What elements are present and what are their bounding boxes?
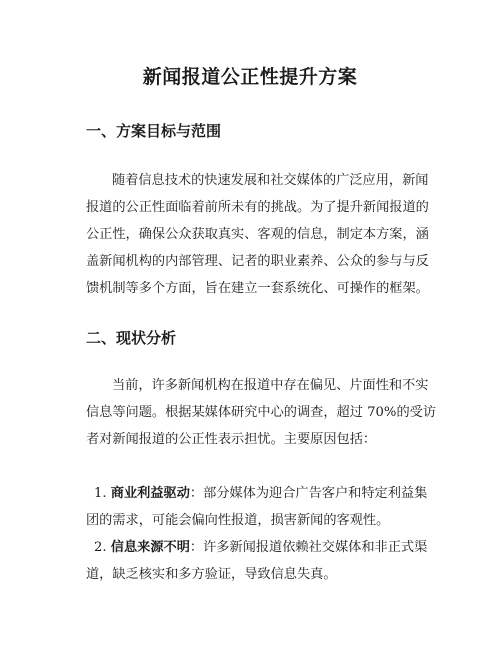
list-item xyxy=(86,534,438,588)
list-item-number: 1. xyxy=(94,486,107,501)
page-title: 新闻报道公正性提升方案 xyxy=(142,66,358,88)
list-item xyxy=(86,480,438,534)
list-item-text: ：部分媒体为迎合广告客户和特定利益集团的需求，可能会偏向性报道，损害新闻的客观性。 xyxy=(86,486,428,528)
list-item-term: 商业利益驱动 xyxy=(110,486,190,501)
section-paragraph-goals: 随着信息技术的快速发展和社交媒体的广泛应用，新闻报道的公正性面临着前所未有的挑战。为了提升新闻报道的公正性，确保公众获取真实、客观的信息，制定本方案，涵盖新闻机构的内部管理、记者的职业素养、公众的参与与反馈机制等多个方面，旨在建立一套系统化、可操作的框架。 xyxy=(86,173,429,296)
list-item-term: 信息来源不明 xyxy=(110,540,190,555)
section-paragraph-status: 当前，许多新闻机构在报道中存在偏见、片面性和不实信息等问题。根据某媒体研究中心的调查，超过 70%的受访者对新闻报道的公正性表示担忧。主要原因包括： xyxy=(86,378,437,447)
list-item-text: ：许多新闻报道依赖社交媒体和非正式渠道，缺乏核实和多方验证，导致信息失真。 xyxy=(86,540,428,582)
section-heading-status: 二、现状分析 xyxy=(86,329,177,347)
section-heading-goals: 一、方案目标与范围 xyxy=(86,122,222,140)
list-item-number: 2. xyxy=(94,540,107,555)
